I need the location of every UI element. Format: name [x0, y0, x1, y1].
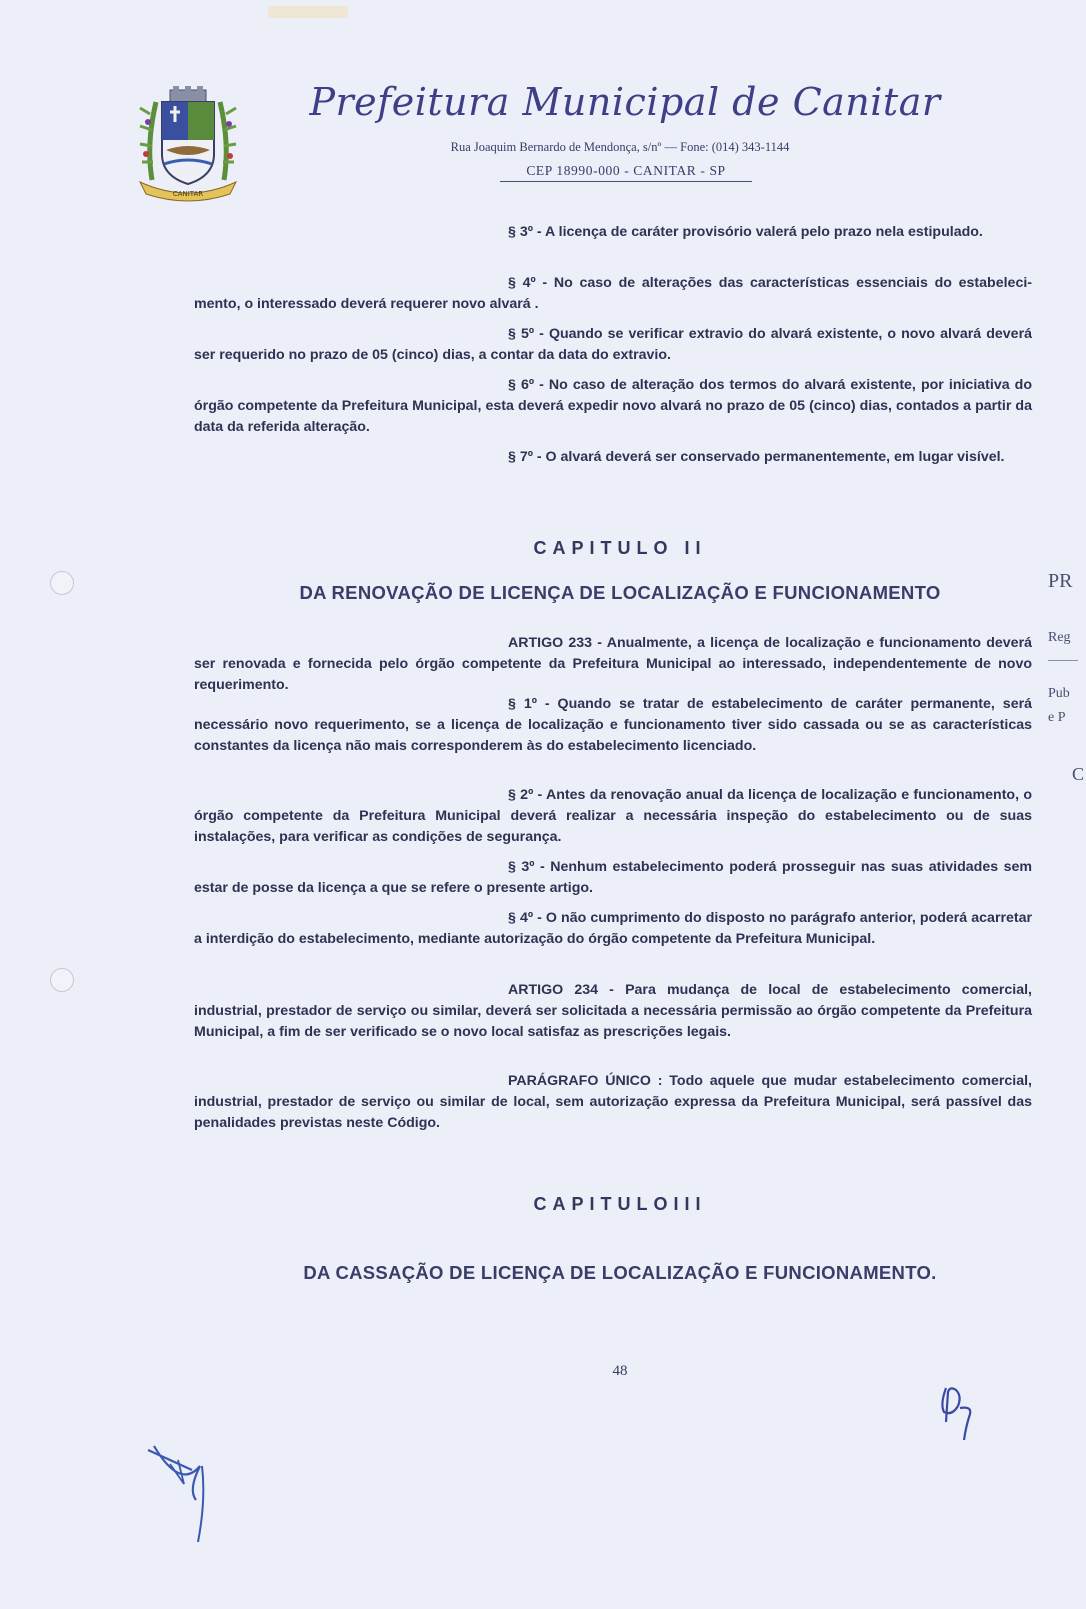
margin-fragment-5: C — [1072, 764, 1085, 784]
chapter-iii-heading: CAPITULOIII — [533, 1194, 707, 1214]
paper-stain — [268, 6, 348, 18]
binder-hole-bottom — [50, 968, 74, 992]
paragraph-4-changes: § 4º - No caso de alterações das características essenciais do estabeleci- mento, o interessado deverá requerer novo alvará . — [194, 275, 1032, 312]
section-renewal-heading: DA RENOVAÇÃO DE LICENÇA DE LOCALIZAÇÃO E FUNCIONAMENTO — [299, 582, 941, 603]
paragraph-2-inspection: § 2º - Antes da renovação anual da licença de localização e funcionamento, o órgão competente da Prefeitura Municipal deverá realizar a necessária inspeção do estabelecimento ou de suas instalações, para verificar as condições de segurança. — [194, 787, 1032, 845]
municipal-crest-logo — [126, 84, 250, 208]
letterhead-title: Prefeitura Municipal de Canitar — [309, 80, 941, 124]
paragraph-4-interdiction: § 4º - O não cumprimento do disposto no parágrafo anterior, poderá acarretar a interdição do estabelecimento, mediante autorização do órgão competente da Prefeitura Municipal. — [194, 910, 1033, 947]
binder-hole-top — [50, 571, 74, 595]
margin-fragment-1: PR — [1048, 570, 1073, 592]
article-234: ARTIGO 234 - Para mudança de local de estabelecimento comercial, industrial, prestador de serviço ou similar, deverá ser solicitada a necessária permissão ao órgão competente da Prefeitura Municipal, a fim de ser verificado se o novo local satisfaz as prescrições legais. — [194, 982, 1032, 1040]
sole-paragraph: PARÁGRAFO ÚNICO : Todo aquele que mudar estabelecimento comercial, industrial, prestador de serviço ou similar de local, sem autorização expressa da Prefeitura Municipal, será passível das penalidades previstas neste Código. — [194, 1073, 1032, 1131]
paragraph-6-alteration: § 6º - No caso de alteração dos termos do alvará existente, por iniciativa do órgão competente da Prefeitura Municipal, esta deverá expedir novo alvará no prazo de 05 (cinco) dias, contados a partir da data da referida alteração. — [194, 377, 1032, 435]
margin-fragment-2: Reg — [1048, 630, 1071, 645]
margin-rule — [1048, 660, 1078, 661]
section-revocation-heading: DA CASSAÇÃO DE LICENÇA DE LOCALIZAÇÃO E FUNCIONAMENTO. — [303, 1262, 937, 1283]
paragraph-5-loss: § 5º - Quando se verificar extravio do alvará existente, o novo alvará deverá ser requerido no prazo de 05 (cinco) dias, a contar da data do extravio. — [194, 326, 1032, 363]
paragraph-7-display: § 7º - O alvará deverá ser conservado permanentemente, em lugar visível. — [508, 449, 1005, 465]
handwritten-initials — [936, 1382, 980, 1446]
margin-fragment-3: Pub — [1048, 686, 1070, 701]
paragraph-1-new-request: § 1º - Quando se tratar de estabelecimento de caráter permanente, será necessário novo requerimento, se a licença de localização e funcionamento tiver sido cassada ou se as características constantes da licença não mais corresponderem às do estabelecimento licenciado. — [194, 696, 1032, 754]
chapter-ii-heading: CAPITULO II — [533, 538, 707, 558]
signature-mark — [140, 1430, 220, 1550]
page-number: 48 — [612, 1363, 628, 1379]
paragraph-3-provisional: § 3º - A licença de caráter provisório valerá pelo prazo nela estipulado. — [508, 224, 983, 240]
letterhead-address: Rua Joaquim Bernardo de Mendonça, s/nº — Fone: (014) 343-1144 — [450, 140, 790, 154]
crest-banner-text: CANITAR — [172, 190, 204, 198]
paragraph-3-possession: § 3º - Nenhum estabelecimento poderá prosseguir nas suas atividades sem estar de posse da licença a que se refere o presente artigo. — [194, 859, 1033, 896]
article-233: ARTIGO 233 - Anualmente, a licença de localização e funcionamento deverá ser renovada e fornecida pelo órgão competente da Prefeitura Municipal ao interessado, independentemente de novo requerimento. — [194, 635, 1032, 693]
letterhead-cep: CEP 18990-000 - CANITAR - SP — [500, 163, 752, 182]
margin-fragment-4: e P — [1048, 710, 1066, 725]
